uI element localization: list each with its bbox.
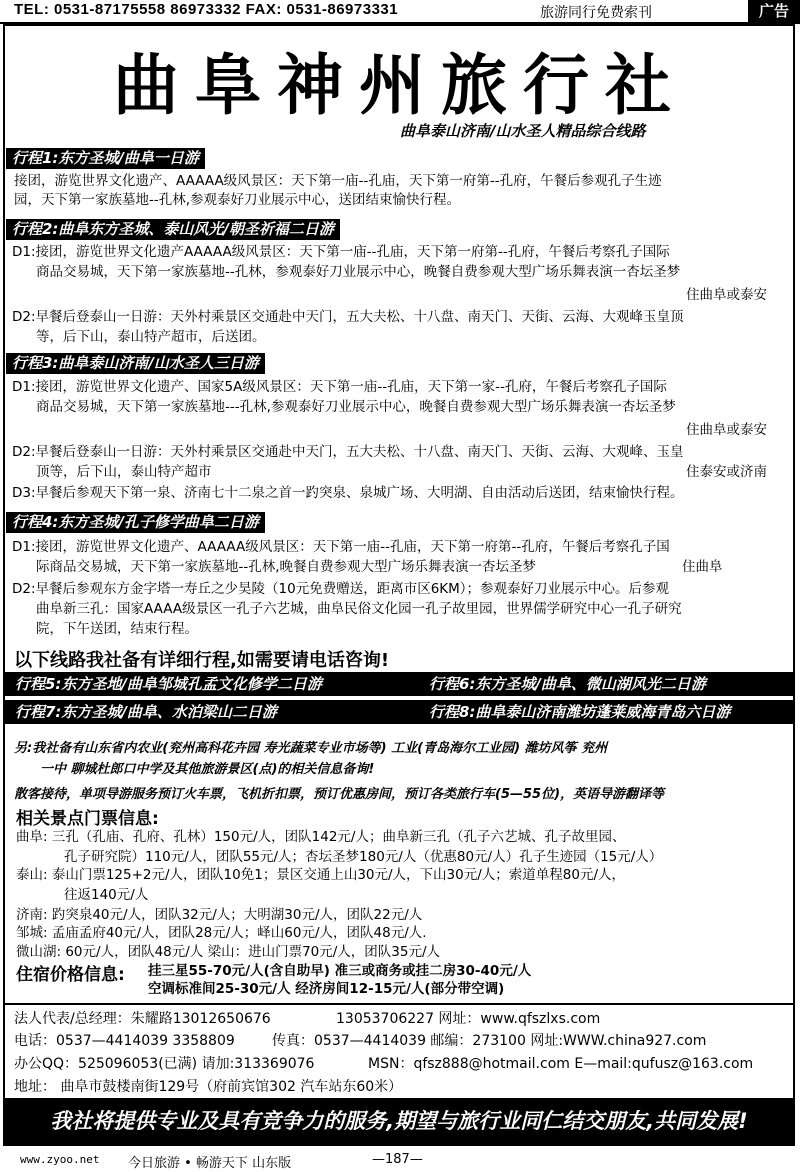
website-line: 13053706227 网址：www.qfszlxs.com [336, 1011, 601, 1027]
route-8-title: 行程8:曲阜泰山济南潍坊蓬莱威海青岛六日游 [429, 703, 731, 721]
route-3-line: 商品交易城，天下第一家族墓地---孔林,参观泰好刀业展示中心，晚餐自费参观大型广场乐舞表演一杏坛圣梦 [36, 399, 676, 415]
more-routes-band [5, 700, 793, 724]
route-4-line: D2:早餐后参观东方金字塔一寿丘之少昊陵（10元免费赠送，距离市区6KM）；参观泰好刀业展示中心。后参观 [12, 581, 670, 597]
footer-site: www.zyoo.net [20, 1153, 100, 1166]
tickets-heading: 相关景点门票信息: [16, 809, 159, 829]
ticket-line: 济南: 趵突泉40元/人，团队32元/人；大明湖30元/人，团队22元/人 [16, 907, 423, 923]
extra-note: 另:我社备有山东省内农业(兖州高科花卉园 寿光蔬菜专业市场等) 工业(青岛海尔工业园) 潍坊风筝 兖州 [14, 741, 608, 756]
page-title: 曲阜神州旅行社 [113, 46, 687, 124]
hotel-line: 空调标准间25-30元/人 经济房间12-15元/人(部分带空调) [148, 981, 505, 997]
header-contact: TEL: 0531-87175558 86973332 FAX: 0531-86973331 [14, 1, 399, 18]
route-7-title: 行程7:东方圣城/曲阜、水泊梁山二日游 [15, 703, 277, 721]
ticket-line: 微山湖: 60元/人，团队48元/人 梁山：进山门票70元/人，团队35元/人 [16, 944, 441, 960]
email-line: MSN：qfsz888@hotmail.com E—mail:qufusz@163.com [368, 1056, 754, 1072]
top-bar [0, 0, 800, 24]
route-6-title: 行程6:东方圣城/曲阜、微山湖风光二日游 [429, 675, 706, 693]
route-2-line: D1:接团，游览世界文化遗产AAAAA级风景区：天下第一庙--孔庙，天下第一府第--孔府，午餐后考察孔子国际 [12, 244, 670, 260]
ticket-line: 泰山: 泰山门票125+2元/人，团队10免1；景区交通上山30元/人，下山30元/人；索道单程80元/人， [16, 867, 626, 883]
service-note: 散客接待，单项导游服务预订火车票，飞机折扣票，预订优惠房间，预订各类旅行车(5—55位)，英语导游翻译等 [14, 787, 665, 802]
qq-line: 办公QQ：525096053(已满) 请加:313369076 [14, 1056, 315, 1072]
ticket-line: 曲阜: 三孔（孔庙、孔府、孔林）150元/人，团队142元/人；曲阜新三孔（孔子六艺城、孔子故里园、 [16, 829, 626, 845]
phone-line: 电话：0537—4414039 3358809 [14, 1033, 235, 1049]
ticket-line: 邹城: 孟庙孟府40元/人，团队28元/人；峄山60元/人，团队48元/人. [16, 925, 427, 941]
route-1-line: 接团，游览世界文化遗产、AAAAA级风景区：天下第一庙--孔庙，天下第一府第--孔府，午餐后参观孔子生迹 [14, 173, 662, 189]
route-5-title: 行程5:东方圣地/曲阜邹城孔孟文化修学二日游 [15, 675, 322, 693]
route-4-line: 曲阜新三孔：国家AAAA级景区一孔子六艺城，曲阜民俗文化园一孔子故里园，世界儒学研究中心一孔子研究 [36, 601, 682, 617]
page-number: —187— [372, 1152, 423, 1167]
route-2-line: 商品交易城，天下第一家族墓地--孔林，参观泰好刀业展示中心，晚餐自费参观大型广场乐舞表演一杏坛圣梦 [36, 264, 681, 280]
divider [5, 1003, 793, 1005]
footer-magazine: 今日旅游 • 畅游天下 山东版 [128, 1156, 292, 1171]
notice-banner: 以下线路我社备有详细行程,如需要请电话咨询! [14, 650, 390, 671]
hotel-line: 挂三星55-70元/人(含自助早) 准三或商务或挂二房30-40元/人 [148, 963, 532, 979]
route-3-line: D1:接团，游览世界文化遗产、国家5A级风景区：天下第一庙--孔庙，天下第一家--孔府，午餐后考察孔子国际 [12, 379, 667, 395]
route-3-line: D2:早餐后登泰山一日游：天外村乘景区交通赴中天门，五大夫松、十八盘、南天门、天街、云海、大观峰、玉皇 [12, 444, 684, 460]
route-1-line: 园，天下第一家族墓地--孔林,参观泰好刀业展示中心，送团结束愉快行程。 [14, 192, 461, 208]
hotels-heading: 住宿价格信息: [16, 965, 125, 985]
route-2-title: 行程2:曲阜东方圣城、泰山风光/朝圣祈福二日游 [6, 219, 340, 240]
fax-line: 传真：0537—4414039 邮编：273100 网址:WWW.china927.com [272, 1033, 707, 1049]
address-line: 地址： 曲阜市鼓楼南街129号（府前宾馆302 汽车站东60米） [14, 1079, 403, 1095]
route-4-stay: 住曲阜 [682, 559, 723, 575]
route-2-line: 等，后下山，泰山特产超市，后送团。 [36, 329, 266, 345]
route-2-stay: 住曲阜或泰安 [686, 287, 767, 303]
more-routes-band [5, 672, 793, 696]
ticket-line: 往返140元/人 [64, 887, 149, 903]
route-4-line: 院，下午送团，结束行程。 [36, 621, 198, 637]
route-3-stay-2: 住泰安或济南 [686, 464, 767, 480]
bottom-slogan: 我社将提供专业及具有竞争力的服务,期望与旅行业同仁结交朋友,共同发展! [5, 1098, 793, 1144]
route-2-line: D2:早餐后登泰山一日游：天外村乘景区交通赴中天门，五大夫松、十八盘、南天门、天街、云海、大观峰玉皇顶 [12, 309, 684, 325]
extra-note: 一中 聊城杜郎口中学及其他旅游景区(点)的相关信息备询! [40, 762, 375, 777]
route-3-title: 行程3:曲阜泰山济南/山水圣人三日游 [6, 353, 265, 374]
route-1-title: 行程1:东方圣城/曲阜一日游 [6, 148, 205, 169]
route-3-stay-1: 住曲阜或泰安 [686, 422, 767, 438]
route-3-line: 顶等，后下山，泰山特产超市 [36, 464, 212, 480]
legal-rep: 法人代表/总经理：朱耀路13012650676 [14, 1011, 271, 1027]
page-subtitle: 曲阜泰山济南/山水圣人精品综合线路 [400, 122, 646, 140]
route-4-line: 际商品交易城，天下第一家族墓地--孔林,晚餐自费参观大型广场乐舞表演一杏坛圣梦 [36, 559, 537, 575]
ad-badge: 广告 [748, 0, 800, 22]
route-4-title: 行程4:东方圣城/孔子修学曲阜二日游 [6, 512, 265, 533]
route-3-line: D3:早餐后参观天下第一泉、济南七十二泉之首一趵突泉、泉城广场、大明湖、自由活动后送团，结束愉快行程。 [12, 485, 684, 501]
header-slogan: 旅游同行免费索刊 [540, 5, 652, 21]
ticket-line: 孔子研究院）110元/人，团队55元/人；杏坛圣梦180元/人（优惠80元/人）孔子生迹园（15元/人） [64, 849, 663, 865]
route-4-line: D1:接团，游览世界文化遗产、AAAAA级风景区：天下第一庙--孔庙，天下第一府第--孔府，午餐后考察孔子国 [12, 539, 670, 555]
